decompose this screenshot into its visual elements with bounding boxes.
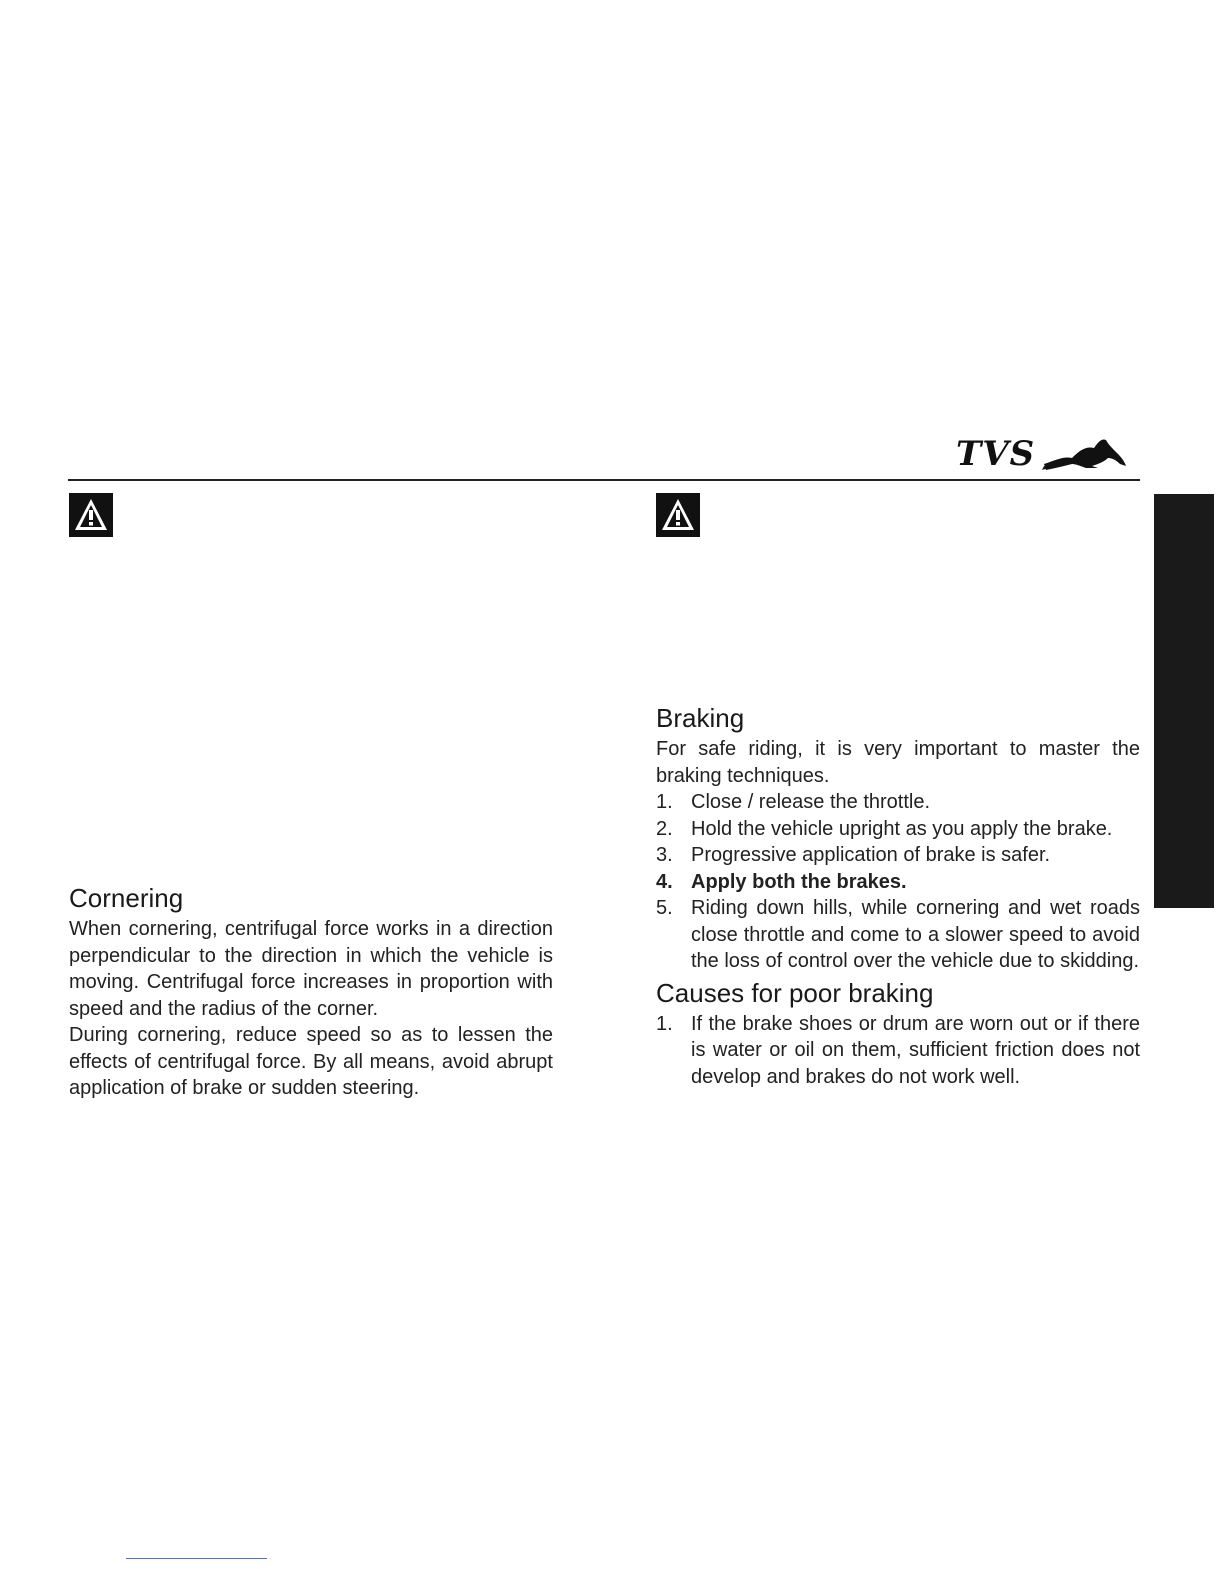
- list-item: 2. Hold the vehicle upright as you apply the brake.: [656, 817, 1113, 840]
- cornering-paragraph: During cornering, reduce speed so as to lessen the effects of centrifugal force. By all means, avoid abrupt application of brake or sudden steering.: [69, 1024, 553, 1099]
- cornering-paragraph: When cornering, centrifugal force works in a direction perpendicular to the direction in which the vehicle is moving. Centrifugal force increases in proportion with speed and the radius of the corner.: [69, 918, 553, 1020]
- cornering-heading: Cornering: [69, 883, 184, 913]
- warning-triangle-icon: [656, 493, 700, 537]
- braking-list: [656, 789, 1140, 975]
- header-rule: [68, 479, 1140, 481]
- braking-section: [656, 702, 1140, 1090]
- section-tab: [1154, 494, 1214, 908]
- braking-intro: For safe riding, it is very important to master the braking techniques.: [656, 738, 1140, 787]
- footer-link-underline: [126, 1558, 267, 1559]
- braking-heading: Braking: [656, 703, 745, 733]
- list-item: 5. Riding down hills, while cornering and wet roads close throttle and come to a slower speed to avoid the loss of control over the vehicle due to skidding.: [656, 897, 1140, 972]
- list-item: 4. Apply both the brakes.: [656, 870, 907, 893]
- brand-logo: [956, 434, 1128, 474]
- poor-braking-list: [656, 1011, 1140, 1091]
- warning-triangle-icon: [69, 493, 113, 537]
- list-item: 1. If the brake shoes or drum are worn out or if there is water or oil on them, sufficient friction does not develop and brakes do not work well.: [656, 1012, 1140, 1088]
- list-item: 1. Close / release the throttle.: [656, 791, 931, 813]
- horse-logo-icon: [1042, 434, 1128, 474]
- poor-braking-heading: Causes for poor braking: [656, 977, 934, 1008]
- list-item: 3. Progressive application of brake is safer.: [656, 844, 1051, 866]
- cornering-section: [69, 882, 553, 1102]
- brand-name: TVS: [956, 434, 1036, 474]
